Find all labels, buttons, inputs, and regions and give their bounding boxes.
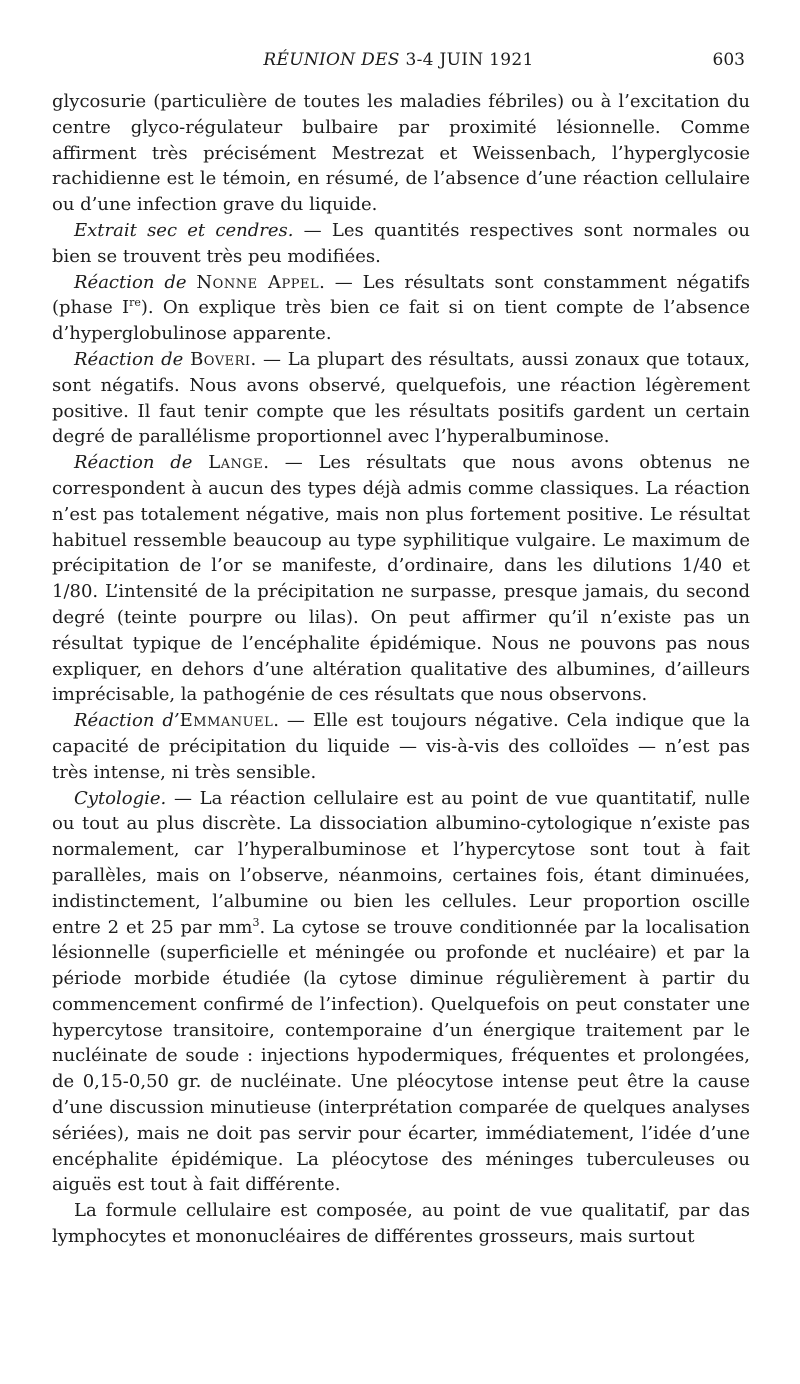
paragraph-cytologie <box>52 786 750 1199</box>
paragraph-boveri <box>52 347 750 450</box>
author-name: Emmanuel <box>179 710 274 732</box>
author-name: Nonne Appel <box>196 271 320 293</box>
paragraph-text: . — La plupart des résultats, aussi zonaux que totaux, sont négatifs. Nous avons observé, quelquefois, une réaction légèrement positive. Il faut tenir compte que les résultats positifs gardent un certain degré de parallélisme proportionnel avec l’hyperalbuminose. <box>52 348 750 448</box>
paragraph-emmanuel <box>52 708 750 785</box>
paragraph-text: ). On explique très bien ce fait si on tient compte de l’absence d’hyperglobulinose apparente. <box>52 297 751 345</box>
section-heading-reaction: Réaction de <box>74 348 191 370</box>
author-name: Lange <box>208 452 264 474</box>
running-title-text: RÉUNION DES <box>263 50 400 70</box>
page-number: 603 <box>712 50 745 70</box>
running-header <box>52 50 745 74</box>
section-heading-reaction: Réaction d’ <box>74 710 180 732</box>
body-text <box>52 89 750 1250</box>
superscript: re <box>129 296 141 310</box>
paragraph-nonne-appel <box>52 270 750 347</box>
author-name: Boveri <box>190 348 251 370</box>
section-heading-cytologie: Cytologie. <box>74 787 167 809</box>
paragraph-text: — La réaction cellulaire est au point de vue quantitatif, nulle ou tout au plus discrète. La dissociation albumino-cytologique n’existe pas normalement, car l’hyperalbuminose et l’hypercytose sont tout à fait parallèles, mais on l’observe, néanmoins, certaines fois, étant diminuées, indistinctement, l’albumine ou bien les cellules. Leur proportion oscille entre 2 et 25 par mm <box>52 787 750 938</box>
paragraph-text: . — Les résultats sont constamment négatifs (phase I <box>52 271 750 319</box>
section-heading-reaction: Réaction de <box>74 271 197 293</box>
section-heading-extrait-sec: Extrait sec et cendres. <box>74 219 294 241</box>
paragraph-formule-cellulaire: La formule cellulaire est composée, au point de vue qualitatif, par das lymphocytes et mononucléaires de différentes grosseurs, mais surtout <box>52 1200 750 1248</box>
paragraph-text: . La cytose se trouve conditionnée par la localisation lésionnelle (superficielle et méningée ou profonde et nucléaire) et par la période morbide étudiée (la cytose diminue régulièrement à partir du commencement confirmé de l’infection). Quelquefois on peut constater une hypercytose transitoire, contemporaine d’un énergique traitement par le nucléinate de soude : injections hypodermiques, fréquentes et prolongées, de 0,15-0,50 gr. de nucléinate. Une pléocytose intense peut être la cause d’une discussion minutieuse (interprétation comparée de quelques analyses sériées), mais ne doit pas servir pour écarter, immédiatement, l’idée d’une encéphalite épidémique. La pléocytose des méninges tuberculeuses ou aiguës est tout à fait différente. <box>52 916 750 1196</box>
running-title-date: 3-4 JUIN 1921 <box>405 50 534 70</box>
paragraph-glycosurie: glycosurie (particulière de toutes les maladies fébriles) ou à l’excitation du centre glyco-régulateur bulbaire par proximité lésionnelle. Comme affirment très précisément Mestrezat et Weissenbach, l’hyperglycosie rachidienne est le témoin, en résumé, de l’absence d’une réaction cellulaire ou d’une infection grave du liquide. <box>52 91 750 216</box>
running-title <box>52 50 745 70</box>
paragraph-text: . — Les résultats que nous avons obtenus ne correspondent à aucun des types déjà admis comme classiques. La réaction n’est pas totalement négative, mais non plus fortement positive. Le résultat habituel ressemble beaucoup au type syphilitique vulgaire. Le maximum de précipitation de l’or se manifeste, d’ordinaire, dans les dilutions 1/40 et 1/80. L’intensité de la précipitation ne surpasse, presque jamais, du second degré (teinte pourpre ou lilas). On peut affirmer qu’il n’existe pas un résultat typique de l’encéphalite épidémique. Nous ne pouvons pas nous expliquer, en dehors d’une altération qualitative des albumines, d’ailleurs imprécisable, la pathogénie de ces résultats que nous observons. <box>52 452 750 706</box>
paragraph-text: . — Elle est toujours négative. Cela indique que la capacité de précipitation du liquide — vis-à-vis des colloïdes — n’est pas très intense, ni très sensible. <box>52 710 751 783</box>
section-heading-reaction: Réaction de <box>74 452 209 474</box>
paragraph-lange <box>52 450 750 708</box>
superscript: 3 <box>252 915 260 929</box>
paragraph-text: — Les quantités respectives sont normales ou bien se trouvent très peu modifiées. <box>52 219 750 267</box>
paragraph-extrait-sec <box>52 218 750 270</box>
